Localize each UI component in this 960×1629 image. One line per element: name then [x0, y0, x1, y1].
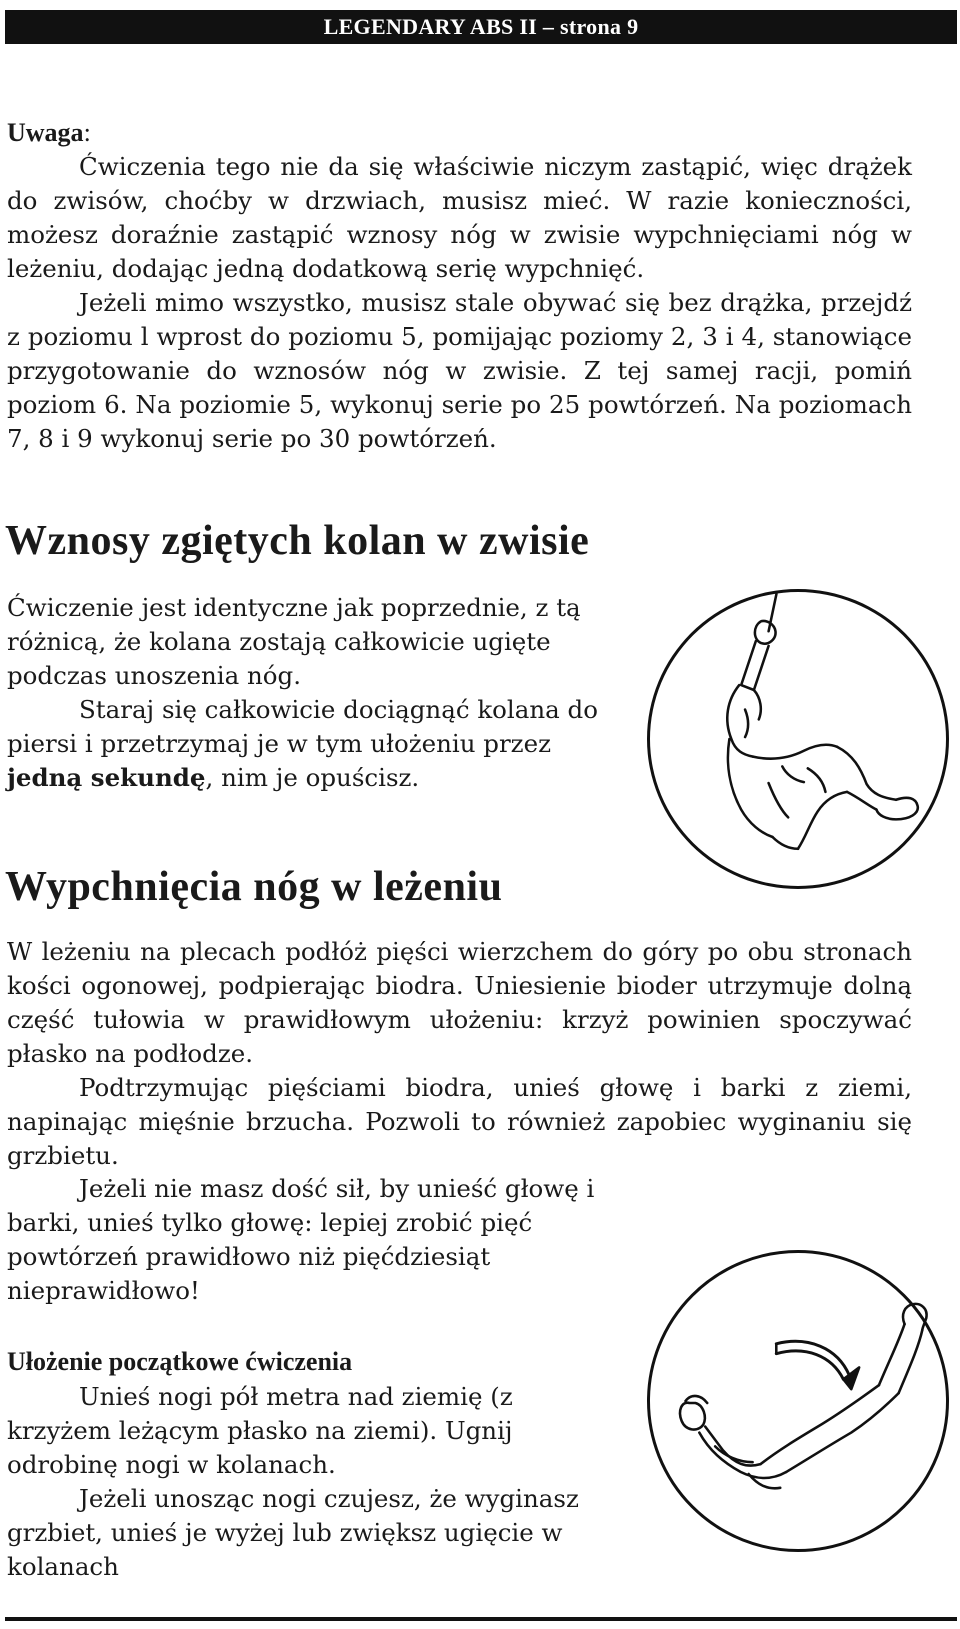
section-1-paragraph-2-start: Staraj się całkowicie dociągnąć kolana do piersi i przetrzymaj je w tym ułożeniu przez [7, 695, 598, 758]
section-1-paragraph-2 [7, 693, 607, 795]
note-label-text: Uwaga [7, 118, 84, 147]
note-colon: : [83, 118, 91, 147]
section-1-paragraph-1: Ćwiczenie jest identyczne jak poprzednie, z tą różnicą, że kolana zostają całkowicie ugięte podczas unoszenia nóg. [7, 593, 581, 690]
section-1-paragraph-2-bold: jedną sekundę [7, 763, 206, 792]
section-2-paragraph-2: Podtrzymując pięściami biodra, unieś głowę i barki z ziemi, napinając mięśnie brzucha. Pozwoli to również zapobiec wyginaniu się grzbietu. [7, 1073, 912, 1170]
bottom-rule [5, 1617, 957, 1621]
note-paragraph-2: Jeżeli mimo wszystko, musisz stale obywać się bez drążka, przejdź z poziomu l wprost do poziomu 5, pomijając poziomy 2, 3 i 4, stanowiące przygotowanie do wznosów nóg w zwisie. Z tej samej racji, pomiń poziom 6. Na poziomie 5, wykonuj serie po 25 powtórzeń. Na poziomach 7, 8 i 9 wykonuj serie po 30 powtórzeń. [7, 288, 912, 453]
lying-figure-icon [650, 1253, 946, 1549]
section-3-paragraph-1: Unieś nogi pół metra nad ziemię (z krzyżem leżącym płasko na ziemi). Ugnij odrobinę nogi w kolanach. [7, 1382, 513, 1479]
section-1-paragraph-2-end: , nim je opuścisz. [205, 763, 420, 792]
section-2-heading: Wypchnięcia nóg w leżeniu [5, 864, 503, 910]
section-2-text [7, 935, 912, 1173]
section-2-text-narrow [7, 1172, 597, 1308]
hanging-figure-icon [650, 592, 946, 886]
section-2-paragraph-3: Jeżeli nie masz dość sił, by unieść głowę i barki, unieś tylko głowę: lepiej zrobić pięć powtórzeń prawidłowo niż pięćdziesiąt nieprawidłowo! [7, 1174, 595, 1305]
section-3-heading: Ułożenie początkowe ćwiczenia [7, 1347, 353, 1376]
note-block [7, 150, 912, 456]
section-3-text [7, 1380, 597, 1584]
page-header: LEGENDARY ABS II – strona 9 [5, 10, 957, 44]
section-3-paragraph-2: Jeżeli unosząc nogi czujesz, że wyginasz grzbiet, unieś je wyżej lub zwiększ ugięcie w kolanach [7, 1484, 579, 1581]
note-label [7, 118, 91, 148]
section-1-heading: Wznosy zgiętych kolan w zwisie [5, 518, 590, 564]
lying-leg-thrust-illustration [647, 1250, 949, 1552]
section-2-paragraph-1: W leżeniu na plecach podłóż pięści wierzchem do góry po obu stronach kości ogonowej, podpierając biodra. Uniesienie bioder utrzymuje dolną część tułowia w prawidłowym ułożeniu: krzyż powinien spoczywać płasko na podłodze. [7, 937, 912, 1068]
hanging-knee-raise-illustration [647, 589, 949, 889]
note-paragraph-1: Ćwiczenia tego nie da się właściwie niczym zastąpić, więc drążek do zwisów, choćby w drzwiach, musisz mieć. W razie konieczności, możesz doraźnie zastąpić wznosy nóg w zwisie wypchnięciami nóg w leżeniu, dodając jedną dodatkową serię wypchnięć. [7, 152, 912, 283]
section-1-text [7, 591, 607, 795]
